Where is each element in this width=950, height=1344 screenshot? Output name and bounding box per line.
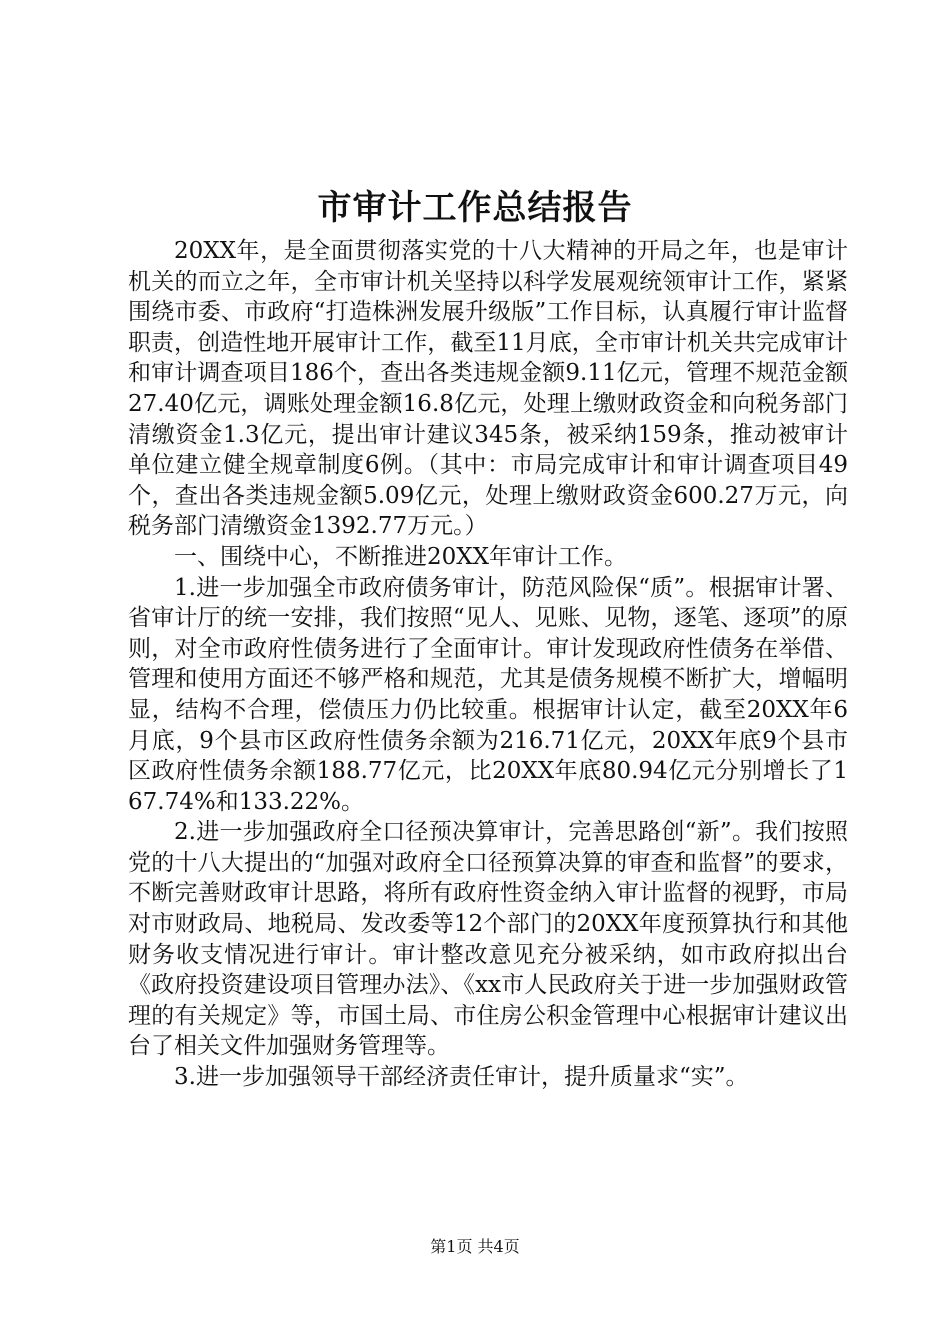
paragraph-budget-audit: 2.进一步加强政府全口径预决算审计，完善思路创“新”。我们按照党的十八大提出的“加强对政府全口径预算决算的审查和监督”的要求，不断完善财政审计思路，将所有政府性资金纳入审计监督的视野，市局对市财政局、地税局、发改委等12个部门的20XX年度预算执行和其他财务收支情况进行审计。审计整改意见充分被采纳，如市政府拟出台《政府投资建设项目管理办法》、《xx市人民政府关于进一步加强财政管理的有关规定》等，市国土局、市住房公积金管理中心根据审计建议出台了相关文件加强财务管理等。	[128, 819, 848, 1060]
section-heading: 一、围绕中心，不断推进20XX年审计工作。	[174, 543, 628, 570]
paragraph-intro: 20XX年，是全面贯彻落实党的十八大精神的开局之年，也是审计机关的而立之年，全市审计机关坚持以科学发展观统领审计工作，紧紧围绕市委、市政府“打造株洲发展升级版”工作目标，认真履行审计监督职责，创造性地开展审计工作，截至11月底，全市审计机关共完成审计和审计调查项目186个，查出各类违规金额9.11亿元，管理不规范金额27.40亿元，调账处理金额16.8亿元，处理上缴财政资金和向税务部门清缴资金1.3亿元，提出审计建议345条，被采纳159条，推动被审计单位建立健全规章制度6例。（其中：市局完成审计和审计调查项目49个，查出各类违规金额5.09亿元，处理上缴财政资金600.27万元，向税务部门清缴资金1392.77万元。）	[128, 238, 848, 540]
document-title: 市审计工作总结报告	[317, 188, 633, 228]
page-footer: 第1页 共4页	[430, 1237, 520, 1256]
paragraph-debt-audit: 1.进一步加强全市政府债务审计，防范风险保“质”。根据审计署、省审计厅的统一安排，我们按照“见人、见账、见物，逐笔、逐项”的原则，对全市政府性债务进行了全面审计。审计发现政府性债务在举借、管理和使用方面还不够严格和规范，尤其是债务规模不断扩大，增幅明显，结构不合理，偿债压力仍比较重。根据审计认定，截至20XX年6月底，9个县市区政府性债务余额为216.71亿元，20XX年底9个县市区政府性债务余额188.77亿元，比20XX年底80.94亿元分别增长了167.74%和133.22%。	[128, 574, 848, 815]
document-body	[128, 236, 848, 1093]
paragraph-leadership-audit: 3.进一步加强领导干部经济责任审计，提升质量求“实”。	[174, 1064, 749, 1091]
